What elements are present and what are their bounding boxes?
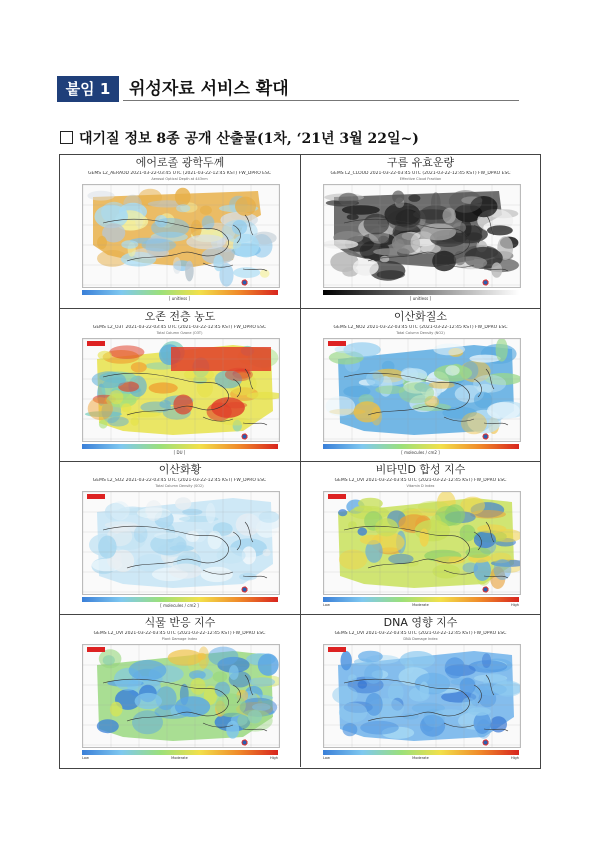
colorbar-high-label: High: [510, 603, 519, 607]
agency-logo-icon: [241, 739, 253, 746]
satellite-map-image: [305, 478, 536, 614]
map-caption: GEMS L2_UVI 2021-03-22-03:45 UTC (2021-03-22-12:45 KST) FW_DPRO ESC: [334, 631, 507, 636]
map-frame: [323, 338, 521, 442]
colorbar-unit-label: [ molecules / cm2 ]: [160, 603, 199, 608]
annex-badge: 붙임 1: [57, 76, 119, 102]
product-panel: [300, 461, 540, 614]
colorbar-mid-label: Moderate: [171, 756, 188, 760]
red-label-stamp: [87, 341, 105, 346]
map-graphic: [83, 645, 279, 747]
map-frame: [82, 338, 280, 442]
colorbar-unit-label: [ molecules / cm2 ]: [401, 450, 440, 455]
colorbar: [82, 290, 278, 295]
satellite-map-image: [305, 325, 536, 461]
map-subcaption: DNA Damage Index: [403, 637, 438, 641]
map-frame: [323, 491, 521, 595]
red-label-stamp: [87, 647, 105, 652]
agency-logo-icon: [241, 279, 253, 286]
map-subcaption: Effective Cloud Fraction: [399, 177, 442, 181]
map-frame: [82, 644, 280, 748]
product-panel: [60, 155, 300, 308]
satellite-map-image: [64, 171, 295, 307]
map-graphic: [83, 339, 279, 441]
map-graphic: [324, 185, 520, 287]
map-subcaption: Aerosol Optical Depth at 443nm: [151, 177, 208, 181]
map-caption: GEMS L2_UVI 2021-03-22-03:45 UTC (2021-03-22-12:45 KST) FW_DPRO ESC: [334, 478, 507, 483]
colorbar-high-label: High: [269, 756, 278, 760]
colorbar-low-label: Low: [323, 756, 330, 760]
satellite-map-image: [305, 631, 536, 767]
colorbar: [323, 597, 519, 602]
colorbar: [82, 444, 278, 449]
map-subcaption: Total Column Density (SO2): [155, 484, 204, 488]
map-caption: GEMS L2_NO2 2021-03-22-03:45 UTC (2021-03-22-12:45 KST) FW_DPRO ESC: [333, 325, 508, 330]
satellite-map-image: [305, 171, 536, 307]
agency-logo-icon: [241, 586, 253, 593]
red-label-stamp: [328, 341, 346, 346]
agency-logo-icon: [241, 433, 253, 440]
map-frame: [323, 184, 521, 288]
satellite-map-image: [64, 478, 295, 614]
map-graphic: [83, 492, 279, 594]
agency-logo-icon: [482, 586, 494, 593]
colorbar-unit-label: [ unitless ]: [168, 296, 191, 301]
checkbox-icon: [60, 131, 73, 144]
red-label-stamp: [328, 647, 346, 652]
map-caption: GEMS L2_SO2 2021-03-22-03:45 UTC (2021-03-22-12:45 KST) FW_DPRO ESC: [92, 478, 267, 483]
panel-title: 에어로졸 광학두께: [135, 156, 225, 169]
product-panel: [300, 614, 540, 767]
map-frame: [82, 491, 280, 595]
map-graphic: [324, 492, 520, 594]
map-subcaption: Vitamin D Index: [406, 484, 435, 488]
panel-title: 식물 반응 지수: [144, 616, 216, 629]
product-panel: [60, 308, 300, 461]
map-caption: GEMS L2_CLOUD 2021-03-22-03:45 UTC (2021-03-22-12:45 KST) FW_DPRO ESC: [330, 171, 511, 176]
map-subcaption: Total Column Density (NO2): [396, 331, 445, 335]
map-subcaption: Plant Damage Index: [161, 637, 198, 641]
map-graphic: [324, 339, 520, 441]
product-panel: [60, 614, 300, 767]
panel-title: 비타민D 합성 지수: [375, 463, 466, 476]
section-title: 대기질 정보 8종 공개 산출물(1차, ‘21년 3월 22일~): [79, 131, 419, 147]
satellite-map-image: [64, 631, 295, 767]
map-caption: GEMS L2_AERAOD 2021-03-22-03:45 UTC (2021-03-22-12:45 KST) FW_DPRO ESC: [87, 171, 272, 176]
section-heading: [60, 128, 419, 148]
colorbar: [323, 750, 519, 755]
map-frame: [82, 184, 280, 288]
panel-title: DNA 영향 지수: [383, 616, 458, 629]
panel-title: 구름 유효운량: [386, 156, 455, 169]
product-panel: [300, 308, 540, 461]
map-caption: GEMS L2_UVI 2021-03-22-03:45 UTC (2021-03-22-12:45 KST) FW_DPRO ESC: [93, 631, 266, 636]
red-label-stamp: [328, 494, 346, 499]
red-label-stamp: [87, 494, 105, 499]
colorbar: [82, 597, 278, 602]
colorbar-unit-label: [ DU ]: [173, 450, 186, 455]
colorbar-unit-label: [ unitless ]: [409, 296, 432, 301]
colorbar: [82, 750, 278, 755]
map-graphic: [83, 185, 279, 287]
annex-header: [57, 76, 519, 102]
colorbar-mid-label: Moderate: [412, 603, 429, 607]
map-graphic: [324, 645, 520, 747]
map-frame: [323, 644, 521, 748]
product-panel: [300, 155, 540, 308]
map-subcaption: Total Column Ozone (O3T): [156, 331, 203, 335]
colorbar: [323, 444, 519, 449]
annex-title: 위성자료 서비스 확대: [129, 79, 289, 99]
agency-logo-icon: [482, 433, 494, 440]
colorbar-high-label: High: [510, 756, 519, 760]
panel-title: 오존 전층 농도: [144, 310, 216, 323]
satellite-map-image: [64, 325, 295, 461]
colorbar-low-label: Low: [323, 603, 330, 607]
colorbar-low-label: Low: [82, 756, 89, 760]
product-grid: [59, 154, 541, 769]
header-divider: [123, 100, 519, 101]
colorbar-mid-label: Moderate: [412, 756, 429, 760]
agency-logo-icon: [482, 739, 494, 746]
panel-title: 이산화황: [158, 463, 202, 476]
agency-logo-icon: [482, 279, 494, 286]
product-panel: [60, 461, 300, 614]
panel-title: 이산화질소: [393, 310, 448, 323]
map-caption: GEMS L2_O3T 2021-03-22-03:45 UTC (2021-03-22-12:45 KST) FW_DPRO ESC: [92, 325, 267, 330]
colorbar: [323, 290, 519, 295]
